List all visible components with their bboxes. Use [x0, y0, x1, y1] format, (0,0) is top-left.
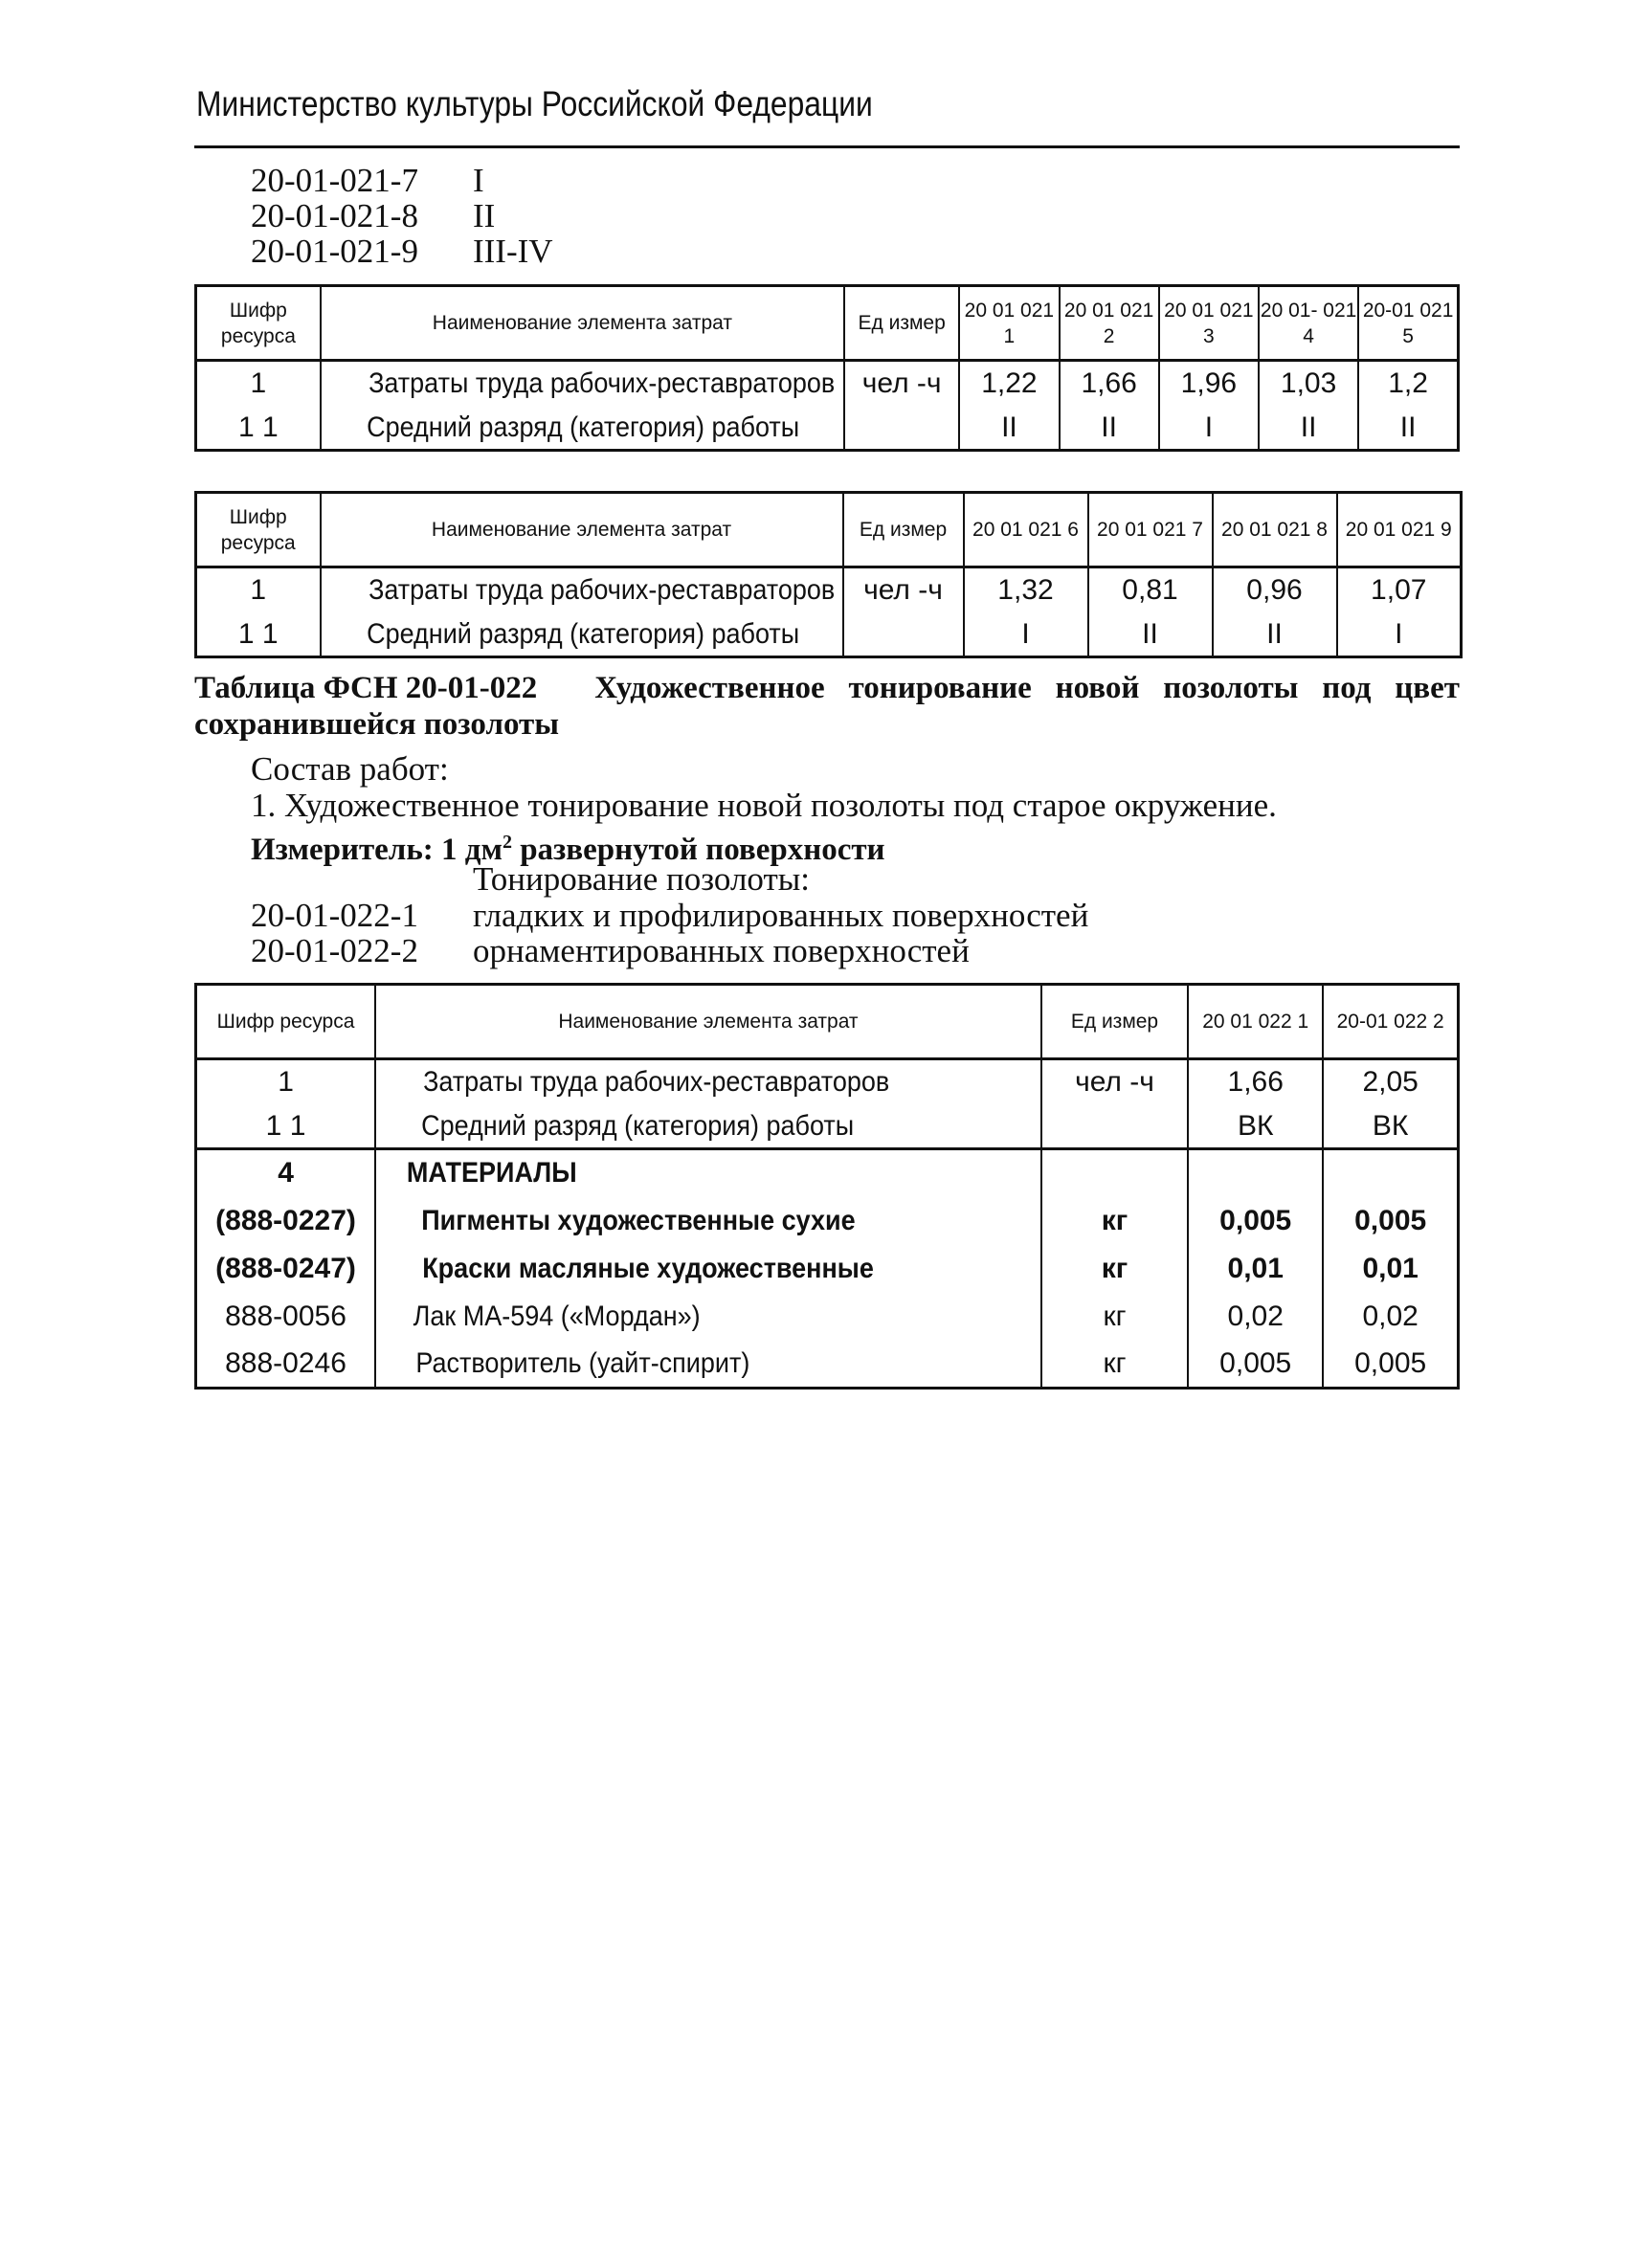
cell-value: 0,02: [1323, 1293, 1458, 1341]
cell-value: 0,81: [1088, 567, 1213, 613]
cell-value: ВК: [1323, 1105, 1458, 1149]
cell-name: [375, 1149, 1041, 1197]
cell-name: [375, 1245, 1041, 1293]
cell-value: II: [1088, 613, 1213, 657]
code-label: I: [473, 162, 484, 199]
cell-name-text: Затраты труда рабочих-реставраторов: [423, 1066, 890, 1099]
header-name: Наименование элемента затрат: [321, 493, 843, 567]
cell-name: [375, 1341, 1041, 1389]
table-row: [196, 361, 1459, 407]
header-cipher: Шифр ресурса: [196, 493, 321, 567]
composition-item: 1. Художественное тонирование новой позолоты под старое окружение.: [251, 787, 1277, 824]
table-header-row: [196, 985, 1459, 1059]
cell-name: [321, 361, 844, 407]
cell-unit: чел -ч: [844, 361, 959, 407]
cell-cipher: 1 1: [196, 1105, 376, 1149]
cell-name: [321, 567, 843, 613]
cell-value: ВК: [1188, 1105, 1323, 1149]
cell-cipher: 1: [196, 567, 321, 613]
table-row: [196, 407, 1459, 451]
code-row: [251, 898, 1088, 933]
cell-value: 1,32: [964, 567, 1088, 613]
cell-value: I: [1337, 613, 1462, 657]
cell-unit: кг: [1041, 1341, 1188, 1389]
toning-label: Тонирование позолоты:: [473, 860, 810, 898]
header-name: Наименование элемента затрат: [321, 286, 844, 361]
section-heading: [194, 670, 1460, 743]
code-row: [251, 933, 1088, 968]
cell-value: 2,05: [1323, 1059, 1458, 1105]
resource-table-021-1-5: [194, 284, 1460, 452]
composition-label: Состав работ:: [251, 750, 449, 788]
cell-value: 0,005: [1323, 1197, 1458, 1245]
measure-superscript: 2: [502, 832, 512, 853]
cell-value: 1,66: [1188, 1059, 1323, 1105]
header-col: 20 01 021 3: [1159, 286, 1259, 361]
code-label: гладких и профилированных поверхностей: [473, 897, 1089, 934]
table-row: [196, 1197, 1459, 1245]
code: 20-01-021-8: [251, 197, 418, 234]
header-col: 20 01 021 2: [1060, 286, 1159, 361]
page-header: Министерство культуры Российской Федерации: [196, 84, 873, 123]
cell-value: 0,005: [1188, 1341, 1323, 1389]
header-unit: Ед измер: [1041, 985, 1188, 1059]
header-col: 20 01 022 1: [1188, 985, 1323, 1059]
header-col: 20 01 021 9: [1337, 493, 1462, 567]
code: 20-01-021-9: [251, 233, 418, 270]
top-code-list: [251, 163, 553, 269]
cell-name-text: Затраты труда рабочих-реставраторов: [368, 367, 836, 400]
cell-value: II: [1213, 613, 1337, 657]
cell-value: 1,66: [1060, 361, 1159, 407]
cell-value: 0,005: [1188, 1197, 1323, 1245]
cell-cipher: 888-0056: [196, 1293, 376, 1341]
header-unit: Ед измер: [844, 286, 959, 361]
cell-value: 1,2: [1358, 361, 1458, 407]
cell-value: [1323, 1149, 1458, 1197]
cell-value: II: [1259, 407, 1358, 451]
table-row: [196, 567, 1462, 613]
cell-name: [321, 613, 843, 657]
header-col: 20 01 021 7: [1088, 493, 1213, 567]
code: 20-01-022-2: [251, 932, 418, 969]
code-row: [251, 233, 553, 269]
resource-table-021-6-9: [194, 491, 1463, 658]
cell-name-text: Лак МА-594 («Мордан»): [413, 1300, 701, 1332]
header-unit: Ед измер: [843, 493, 964, 567]
section-code-list: [251, 898, 1088, 968]
header-col: 20-01 022 2: [1323, 985, 1458, 1059]
cell-cipher: (888-0227): [196, 1197, 376, 1245]
header-name: Наименование элемента затрат: [375, 985, 1041, 1059]
header-cipher: Шифр ресурса: [196, 286, 321, 361]
cell-value: 1,07: [1337, 567, 1462, 613]
cell-name-text: МАТЕРИАЛЫ: [406, 1157, 577, 1190]
cell-cipher: 888-0246: [196, 1341, 376, 1389]
cell-name-text: Затраты труда рабочих-реставраторов: [368, 574, 835, 607]
table-row: [196, 1059, 1459, 1105]
code-label: II: [473, 197, 496, 234]
table-title: Художественное тонирование новой позолоты под цвет сохранившейся позолоты: [194, 671, 1460, 742]
header-cipher: Шифр ресурса: [196, 985, 376, 1059]
resource-table-022: [194, 983, 1460, 1390]
cell-cipher: (888-0247): [196, 1245, 376, 1293]
cell-cipher: 1 1: [196, 407, 321, 451]
cell-value: II: [1358, 407, 1458, 451]
table-row: [196, 613, 1462, 657]
cell-cipher: 1: [196, 361, 321, 407]
cell-value: II: [959, 407, 1059, 451]
cell-value: I: [1159, 407, 1259, 451]
cell-name-text: Средний разряд (категория) работы: [366, 617, 799, 650]
cell-value: I: [964, 613, 1088, 657]
cell-unit: [1041, 1105, 1188, 1149]
measure-prefix: Измеритель: 1 дм: [251, 833, 503, 867]
cell-cipher: 4: [196, 1149, 376, 1197]
cell-unit: кг: [1041, 1245, 1188, 1293]
cell-value: 1,22: [959, 361, 1059, 407]
table-row: [196, 1105, 1459, 1149]
cell-name: [375, 1059, 1041, 1105]
cell-name: [375, 1197, 1041, 1245]
cell-unit: кг: [1041, 1293, 1188, 1341]
table-row: [196, 1293, 1459, 1341]
cell-name: [375, 1293, 1041, 1341]
cell-name: [375, 1105, 1041, 1149]
header-col: 20 01- 021 4: [1259, 286, 1358, 361]
measure-suffix: развернутой поверхности: [511, 833, 885, 867]
cell-name-text: Пигменты художественные сухие: [421, 1204, 856, 1236]
header-divider: [194, 145, 1460, 148]
code-row: [251, 198, 553, 233]
code-row: [251, 163, 553, 198]
code: 20-01-021-7: [251, 162, 418, 199]
cell-value: 1,96: [1159, 361, 1259, 407]
table-row: [196, 1245, 1459, 1293]
table-label: Таблица ФСН 20-01-022: [194, 671, 538, 705]
cell-unit: чел -ч: [1041, 1059, 1188, 1105]
cell-value: [1188, 1149, 1323, 1197]
cell-unit: кг: [1041, 1197, 1188, 1245]
table-header-row: [196, 493, 1462, 567]
cell-cipher: 1: [196, 1059, 376, 1105]
code: 20-01-022-1: [251, 897, 418, 934]
cell-unit: [1041, 1149, 1188, 1197]
cell-value: 0,01: [1323, 1245, 1458, 1293]
cell-name-text: Средний разряд (категория) работы: [421, 1109, 855, 1142]
cell-unit: чел -ч: [843, 567, 964, 613]
header-col: 20 01 021 6: [964, 493, 1088, 567]
code-label: III-IV: [473, 233, 553, 270]
code-label: орнаментированных поверхностей: [473, 932, 970, 969]
cell-value: 0,02: [1188, 1293, 1323, 1341]
cell-unit: [843, 613, 964, 657]
cell-name-text: Краски масляные художественные: [422, 1252, 874, 1284]
cell-value: 0,005: [1323, 1341, 1458, 1389]
cell-name-text: Средний разряд (категория) работы: [366, 411, 799, 443]
cell-cipher: 1 1: [196, 613, 321, 657]
header-col: 20-01 021 5: [1358, 286, 1458, 361]
cell-name: [321, 407, 844, 451]
cell-value: 0,01: [1188, 1245, 1323, 1293]
cell-value: 0,96: [1213, 567, 1337, 613]
cell-value: II: [1060, 407, 1159, 451]
table-row: [196, 1149, 1459, 1197]
header-col: 20 01 021 1: [959, 286, 1059, 361]
table-row: [196, 1341, 1459, 1389]
cell-unit: [844, 407, 959, 451]
cell-value: 1,03: [1259, 361, 1358, 407]
cell-name-text: Растворитель (уайт-спирит): [415, 1346, 750, 1379]
table-header-row: [196, 286, 1459, 361]
header-col: 20 01 021 8: [1213, 493, 1337, 567]
